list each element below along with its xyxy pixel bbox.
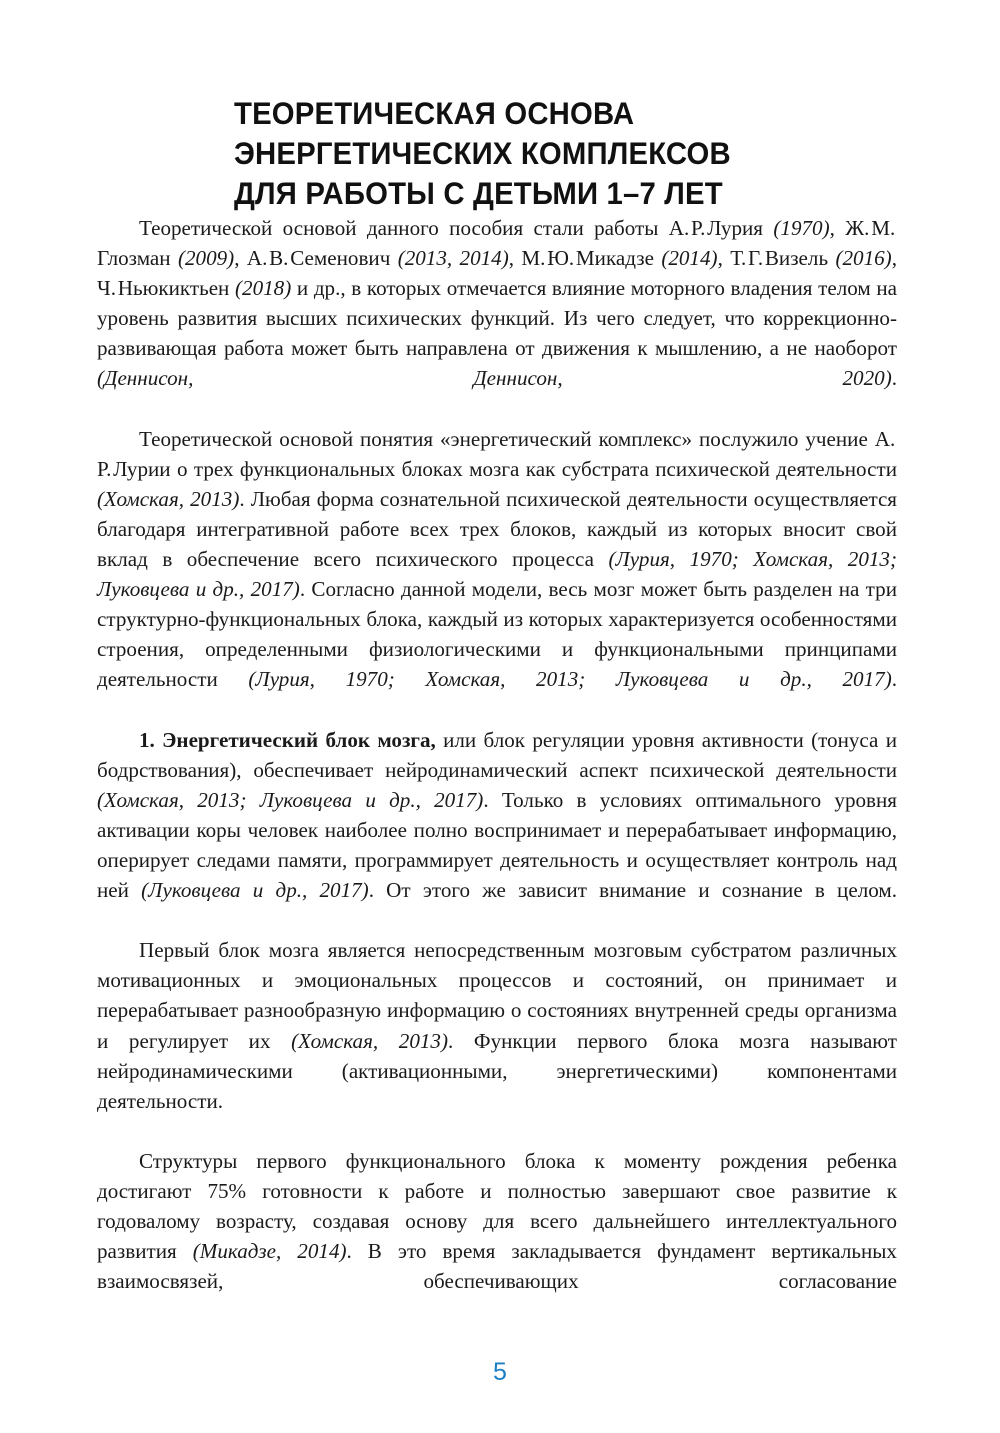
body-text-column: [97, 213, 897, 1326]
body-paragraph: Первый блок мозга является непосредственным мозговым субстратом различных мотивационных и эмоциональных процессов и состояний, он принимает и перерабатывает разнообразную информацию о состояниях внутренней среды организма и регулирует их (Хомская, 2013). Функции первого блока мозга называют нейродинамическими (активационными, энергетическими) компонентами деятельности.: [97, 938, 898, 1113]
page-number: 5: [493, 1358, 507, 1386]
page-title-line-2: ЭНЕРГЕТИЧЕСКИХ КОМПЛЕКСОВ: [234, 135, 731, 172]
body-paragraph: 1. Энергетический блок мозга, или блок регуляции уровня активности (тонуса и бодрствования), обеспечивает нейродинамический аспект психической деятельности (Хомская, 2013; Луковцева и др., 2017). Только в условиях оптимального уровня активации коры человек наиболее полно воспринимает и перерабатывает информацию, оперирует следами памяти, программирует деятельность и осуществляет контроль над ней (Луковцева и др., 2017). От этого же зависит внимание и сознание в целом.: [97, 727, 897, 903]
body-paragraph: Теоретической основой данного пособия стали работы А. Р. Лурия (1970), Ж. М. Глозман (2009), А. В. Семенович (2013, 2014), М. Ю. Микадзе (2014), Т. Г. Визель (2016), Ч. Ньюкиктьен (2018) и др., в которых отмечается влияние моторного владения телом на уровень развития высших психических функций. Из чего следует, что коррекционно-развивающая работа может быть направлена от движения к мышлению, а не наоборот (Деннисон, Деннисон, 2020).: [97, 216, 898, 391]
page-title: [234, 93, 829, 213]
page-title-line-1: ТЕОРЕТИЧЕСКАЯ ОСНОВА: [234, 95, 635, 132]
page-title-line-3: ДЛЯ РАБОТЫ С ДЕТЬМИ 1–7 ЛЕТ: [234, 175, 723, 212]
body-paragraph: Теоретической основой понятия «энергетический комплекс» послужило учение А. Р. Лурии о трех функциональных блоках мозга как субстрата психической деятельности (Хомская, 2013). Любая форма сознательной психической деятельности осуществляется благодаря интегративной работе всех трех блоков, каждый из которых вносит свой вклад в обеспечение всего психического процесса (Лурия, 1970; Хомская, 2013; Луковцева и др., 2017). Согласно данной модели, весь мозг может быть разделен на три структурно-функциональных блока, каждый из которых характеризуется особенностями строения, определенными физиологическими и функциональными принципами деятельности (Лурия, 1970; Хомская, 2013; Луковцева и др., 2017).: [97, 426, 898, 692]
body-paragraph: Структуры первого функционального блока к моменту рождения ребенка достигают 75% готовности к работе и полностью завершают свое развитие к годовалому возрасту, создавая основу для всего дальнейшего интеллектуального развития (Микадзе, 2014). В это время закладывается фундамент вертикальных взаимосвязей, обеспечивающих согласование: [97, 1148, 897, 1294]
